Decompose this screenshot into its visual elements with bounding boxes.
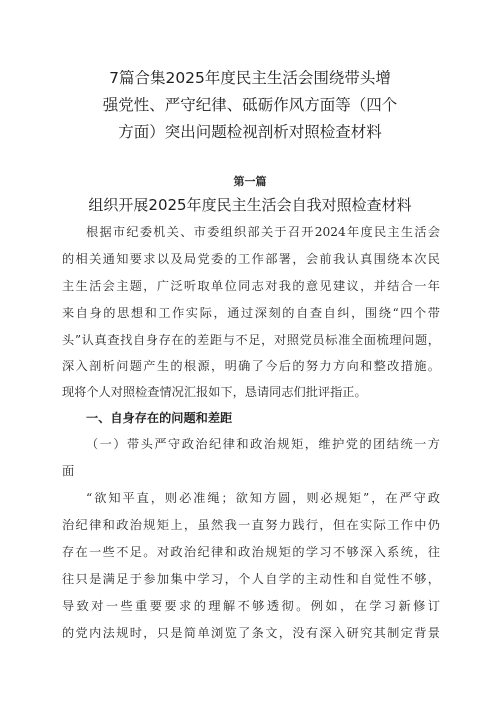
- intro-line-1: 根据市纪委机关、市委组织部关于召开2024年度民主生活会: [86, 225, 440, 239]
- subheading-line-2: 面: [62, 464, 75, 478]
- body-line-6: 的党内法规时，只是简单浏览了条文，没有深入研究其制定背景: [62, 626, 440, 640]
- piece-label: 第一篇: [233, 175, 267, 188]
- intro-line-4: 来自身的思想和工作实际，通过深刻的自查自纠，围绕“四个带: [62, 306, 440, 320]
- intro-line-6: 深入剖析问题产生的根源，明确了今后的努力方向和整改措施。: [62, 359, 440, 373]
- body-line-2: 治纪律和政治规矩上，虽然我一直努力践行，但在实际工作中仍: [62, 518, 440, 532]
- document-title-line-3: 方面）突出问题检视剖析对照检查材料: [118, 123, 382, 141]
- body-line-5: 导致对一些重要要求的理解不够透彻。例如，在学习新修订: [62, 599, 440, 613]
- intro-line-7: 现将个人对照检查情况汇报如下，恳请同志们批评指正。: [62, 385, 367, 399]
- intro-line-3: 主生活会主题，广泛听取单位同志对我的意见建议，并结合一年: [62, 279, 440, 293]
- body-line-3: 存在一些不足。对政治纪律和政治规矩的学习不够深入系统，往: [62, 545, 440, 559]
- subheading-line-1: （一）带头严守政治纪律和政治规矩，维护党的团结统一方: [86, 437, 440, 451]
- document-title-line-1: 7篇合集2025年度民主生活会围绕带头增: [109, 69, 391, 87]
- document-title-line-2: 强党性、严守纪律、砥砺作风方面等（四个: [102, 96, 398, 114]
- section-title: 组织开展2025年度民主生活会自我对照检查材料: [88, 196, 412, 214]
- intro-line-5: 头”认真查找自身存在的差距与不足，对照党员标准全面梳理问题，: [62, 333, 440, 347]
- intro-line-2: 的相关通知要求以及局党委的工作部署，会前我认真围绕本次民: [62, 252, 440, 266]
- body-line-1: “欲知平直，则必准绳；欲知方圆，则必规矩”，在严守政: [86, 491, 440, 505]
- body-line-4: 往只是满足于参加集中学习，个人自学的主动性和自觉性不够，: [62, 572, 440, 586]
- heading-problems-and-gaps: 一、自身存在的问题和差距: [86, 411, 233, 425]
